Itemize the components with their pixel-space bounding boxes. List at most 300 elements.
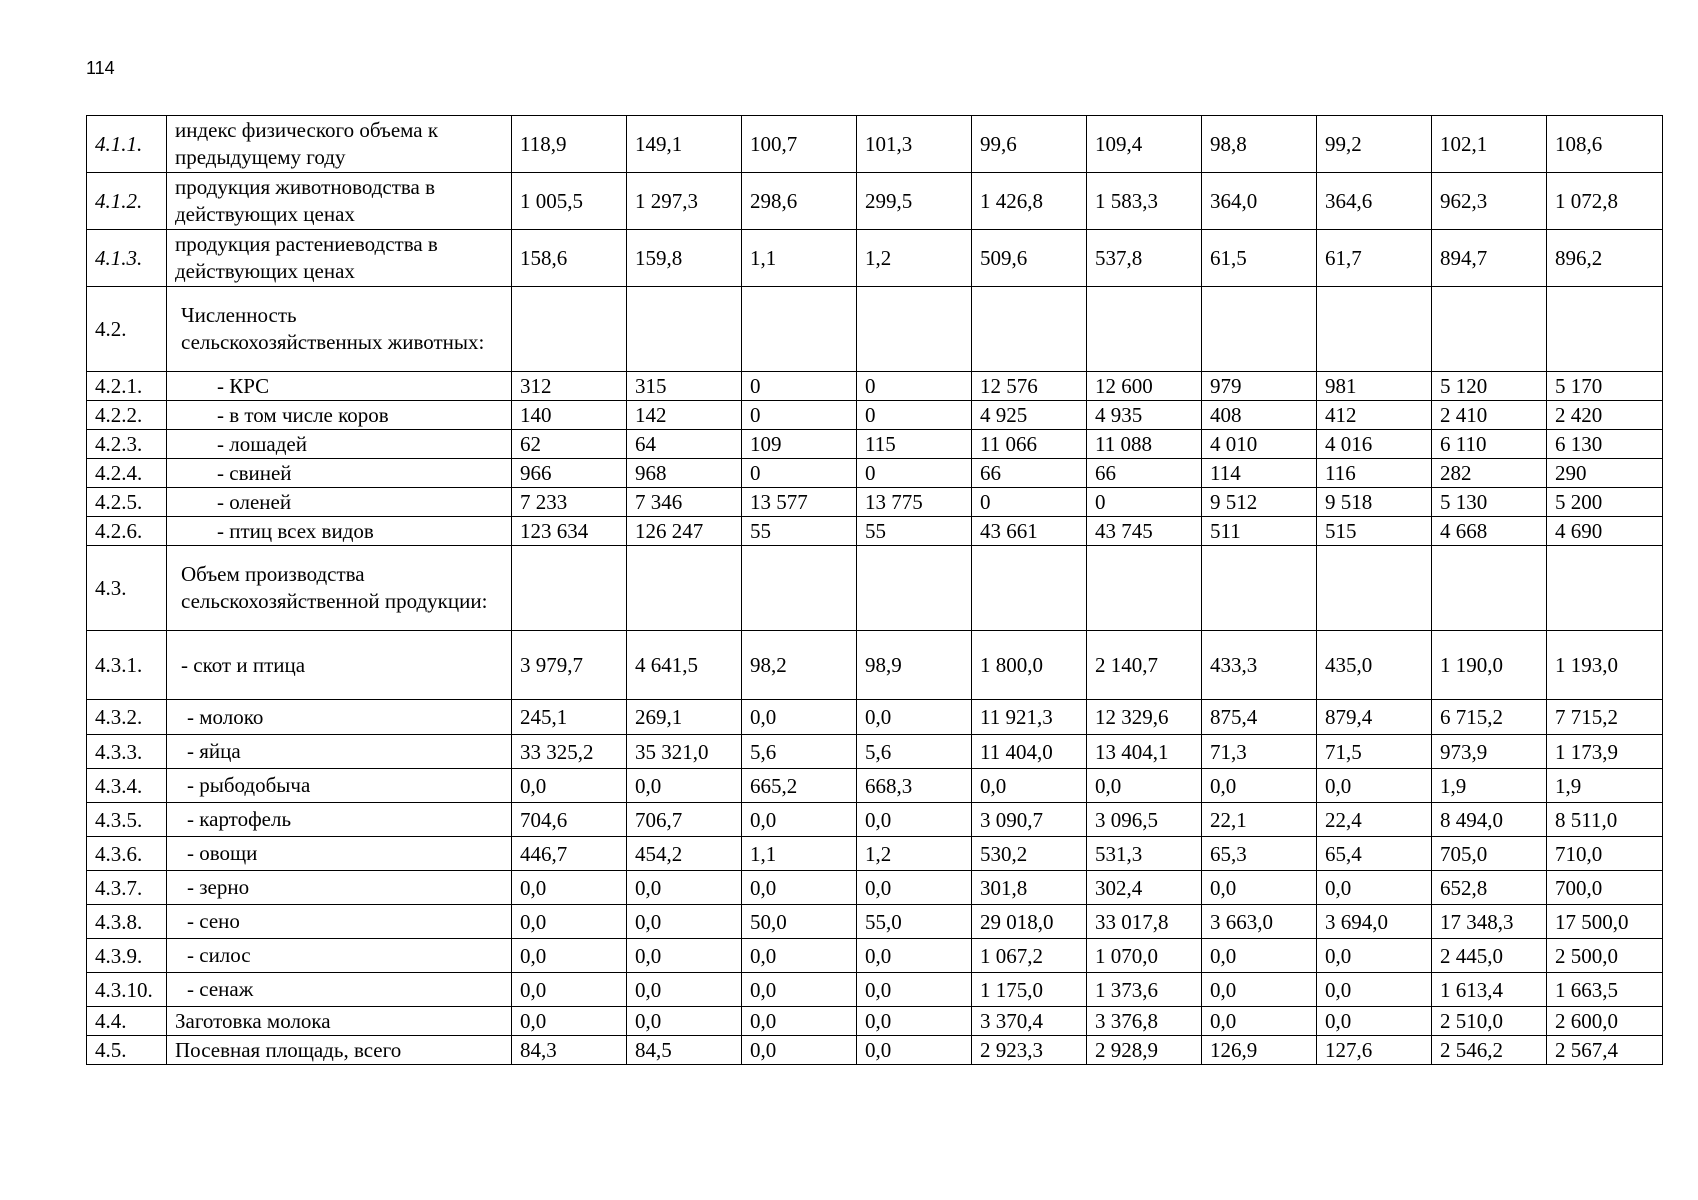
value-cell: 0,0 xyxy=(857,700,972,735)
value-cell: 6 715,2 xyxy=(1432,700,1547,735)
value-cell: 71,3 xyxy=(1202,735,1317,769)
value-cell: 962,3 xyxy=(1432,173,1547,230)
value-cell: 13 577 xyxy=(742,488,857,517)
value-cell: 99,2 xyxy=(1317,116,1432,173)
value-cell: 66 xyxy=(1087,459,1202,488)
value-cell: 62 xyxy=(512,430,627,459)
row-code: 4.3.6. xyxy=(87,837,167,871)
value-cell: 981 xyxy=(1317,372,1432,401)
table-row xyxy=(87,546,1663,631)
value-cell: 55 xyxy=(742,517,857,546)
value-cell: 17 500,0 xyxy=(1547,905,1663,939)
value-cell: 665,2 xyxy=(742,769,857,803)
value-cell: 142 xyxy=(627,401,742,430)
row-label: - зерно xyxy=(167,871,512,905)
value-cell: 1 613,4 xyxy=(1432,973,1547,1007)
table-row xyxy=(87,905,1663,939)
row-label: Объем производства сельскохозяйственной продукции: xyxy=(167,546,512,631)
value-cell: 0,0 xyxy=(627,769,742,803)
row-label: - сенаж xyxy=(167,973,512,1007)
value-cell: 973,9 xyxy=(1432,735,1547,769)
value-cell: 64 xyxy=(627,430,742,459)
value-cell: 115 xyxy=(857,430,972,459)
value-cell: 1,2 xyxy=(857,230,972,287)
value-cell: 1 426,8 xyxy=(972,173,1087,230)
value-cell: 2 600,0 xyxy=(1547,1007,1663,1036)
value-cell xyxy=(1432,287,1547,372)
value-cell: 109,4 xyxy=(1087,116,1202,173)
value-cell: 2 546,2 xyxy=(1432,1036,1547,1065)
value-cell: 4 668 xyxy=(1432,517,1547,546)
value-cell: 0,0 xyxy=(627,1007,742,1036)
value-cell: 0,0 xyxy=(1202,1007,1317,1036)
value-cell: 1,1 xyxy=(742,230,857,287)
table-row xyxy=(87,631,1663,700)
value-cell: 55 xyxy=(857,517,972,546)
value-cell xyxy=(512,287,627,372)
table-row xyxy=(87,700,1663,735)
row-code: 4.2.4. xyxy=(87,459,167,488)
row-label: - скот и птица xyxy=(167,631,512,700)
value-cell: 2 140,7 xyxy=(1087,631,1202,700)
row-code: 4.1.2. xyxy=(87,173,167,230)
row-code: 4.3.7. xyxy=(87,871,167,905)
value-cell: 0,0 xyxy=(512,939,627,973)
value-cell: 4 925 xyxy=(972,401,1087,430)
value-cell: 2 510,0 xyxy=(1432,1007,1547,1036)
value-cell: 0,0 xyxy=(857,1036,972,1065)
value-cell: 5 130 xyxy=(1432,488,1547,517)
table-row xyxy=(87,837,1663,871)
value-cell: 269,1 xyxy=(627,700,742,735)
value-cell: 0,0 xyxy=(512,905,627,939)
value-cell: 408 xyxy=(1202,401,1317,430)
value-cell: 29 018,0 xyxy=(972,905,1087,939)
value-cell: 0,0 xyxy=(1087,769,1202,803)
row-code: 4.2.5. xyxy=(87,488,167,517)
value-cell: 13 775 xyxy=(857,488,972,517)
value-cell: 158,6 xyxy=(512,230,627,287)
value-cell: 511 xyxy=(1202,517,1317,546)
value-cell: 530,2 xyxy=(972,837,1087,871)
value-cell: 1 005,5 xyxy=(512,173,627,230)
table-row xyxy=(87,230,1663,287)
value-cell: 537,8 xyxy=(1087,230,1202,287)
row-label: Заготовка молока xyxy=(167,1007,512,1036)
value-cell: 282 xyxy=(1432,459,1547,488)
value-cell: 0 xyxy=(1087,488,1202,517)
row-code: 4.2.6. xyxy=(87,517,167,546)
value-cell: 8 511,0 xyxy=(1547,803,1663,837)
value-cell: 55,0 xyxy=(857,905,972,939)
value-cell: 364,0 xyxy=(1202,173,1317,230)
value-cell: 705,0 xyxy=(1432,837,1547,871)
value-cell: 1 193,0 xyxy=(1547,631,1663,700)
value-cell: 894,7 xyxy=(1432,230,1547,287)
value-cell: 11 404,0 xyxy=(972,735,1087,769)
value-cell: 13 404,1 xyxy=(1087,735,1202,769)
value-cell: 11 066 xyxy=(972,430,1087,459)
value-cell: 0,0 xyxy=(742,1007,857,1036)
value-cell: 0,0 xyxy=(1202,939,1317,973)
value-cell: 0,0 xyxy=(857,973,972,1007)
row-label: - в том числе коров xyxy=(167,401,512,430)
value-cell: 2 567,4 xyxy=(1547,1036,1663,1065)
value-cell: 4 935 xyxy=(1087,401,1202,430)
table-row xyxy=(87,803,1663,837)
value-cell xyxy=(1547,287,1663,372)
value-cell: 3 694,0 xyxy=(1317,905,1432,939)
row-code: 4.3.9. xyxy=(87,939,167,973)
value-cell: 5 170 xyxy=(1547,372,1663,401)
value-cell: 0,0 xyxy=(742,939,857,973)
value-cell: 84,5 xyxy=(627,1036,742,1065)
value-cell: 0,0 xyxy=(1317,769,1432,803)
value-cell: 0,0 xyxy=(627,973,742,1007)
table-row xyxy=(87,430,1663,459)
value-cell xyxy=(1087,546,1202,631)
table-row xyxy=(87,459,1663,488)
row-label: Численность сельскохозяйственных животных: xyxy=(167,287,512,372)
value-cell: 4 690 xyxy=(1547,517,1663,546)
value-cell: 12 600 xyxy=(1087,372,1202,401)
value-cell: 298,6 xyxy=(742,173,857,230)
value-cell: 4 010 xyxy=(1202,430,1317,459)
value-cell: 17 348,3 xyxy=(1432,905,1547,939)
value-cell: 66 xyxy=(972,459,1087,488)
value-cell: 118,9 xyxy=(512,116,627,173)
value-cell: 879,4 xyxy=(1317,700,1432,735)
value-cell: 61,7 xyxy=(1317,230,1432,287)
row-code: 4.4. xyxy=(87,1007,167,1036)
value-cell: 0,0 xyxy=(742,871,857,905)
row-label: - КРС xyxy=(167,372,512,401)
value-cell: 6 130 xyxy=(1547,430,1663,459)
value-cell: 0,0 xyxy=(1202,769,1317,803)
value-cell: 700,0 xyxy=(1547,871,1663,905)
value-cell: 2 923,3 xyxy=(972,1036,1087,1065)
table-row xyxy=(87,401,1663,430)
value-cell: 5,6 xyxy=(857,735,972,769)
value-cell: 43 661 xyxy=(972,517,1087,546)
value-cell: 0,0 xyxy=(1317,871,1432,905)
value-cell: 435,0 xyxy=(1317,631,1432,700)
value-cell: 0 xyxy=(742,372,857,401)
value-cell xyxy=(512,546,627,631)
value-cell: 1,2 xyxy=(857,837,972,871)
value-cell: 1 373,6 xyxy=(1087,973,1202,1007)
value-cell: 966 xyxy=(512,459,627,488)
row-label: продукция животноводства в действующих ценах xyxy=(167,173,512,230)
value-cell: 99,6 xyxy=(972,116,1087,173)
value-cell: 2 928,9 xyxy=(1087,1036,1202,1065)
value-cell: 3 090,7 xyxy=(972,803,1087,837)
value-cell: 3 096,5 xyxy=(1087,803,1202,837)
value-cell: 43 745 xyxy=(1087,517,1202,546)
value-cell: 968 xyxy=(627,459,742,488)
value-cell: 1 583,3 xyxy=(1087,173,1202,230)
value-cell: 364,6 xyxy=(1317,173,1432,230)
row-label: - картофель xyxy=(167,803,512,837)
value-cell: 875,4 xyxy=(1202,700,1317,735)
table-row xyxy=(87,1036,1663,1065)
value-cell: 0,0 xyxy=(512,973,627,1007)
table-row xyxy=(87,173,1663,230)
row-code: 4.1.3. xyxy=(87,230,167,287)
value-cell xyxy=(627,287,742,372)
value-cell: 446,7 xyxy=(512,837,627,871)
value-cell: 159,8 xyxy=(627,230,742,287)
value-cell: 1 297,3 xyxy=(627,173,742,230)
value-cell: 0,0 xyxy=(1317,1007,1432,1036)
value-cell: 515 xyxy=(1317,517,1432,546)
value-cell: 0,0 xyxy=(1317,939,1432,973)
value-cell: 668,3 xyxy=(857,769,972,803)
value-cell: 3 663,0 xyxy=(1202,905,1317,939)
data-table xyxy=(86,115,1663,1065)
row-label: продукция растениеводства в действующих ценах xyxy=(167,230,512,287)
table-row xyxy=(87,116,1663,173)
row-code: 4.2.3. xyxy=(87,430,167,459)
value-cell: 0,0 xyxy=(512,769,627,803)
value-cell: 140 xyxy=(512,401,627,430)
value-cell xyxy=(1087,287,1202,372)
table-body xyxy=(87,116,1663,1065)
table-row xyxy=(87,488,1663,517)
value-cell: 0,0 xyxy=(857,803,972,837)
row-code: 4.2.1. xyxy=(87,372,167,401)
value-cell xyxy=(1202,287,1317,372)
row-code: 4.3.5. xyxy=(87,803,167,837)
value-cell: 2 445,0 xyxy=(1432,939,1547,973)
value-cell: 12 329,6 xyxy=(1087,700,1202,735)
table-row xyxy=(87,769,1663,803)
value-cell: 126 247 xyxy=(627,517,742,546)
value-cell: 1 663,5 xyxy=(1547,973,1663,1007)
row-label: Посевная площадь, всего xyxy=(167,1036,512,1065)
row-label: - овощи xyxy=(167,837,512,871)
value-cell: 7 233 xyxy=(512,488,627,517)
value-cell: 531,3 xyxy=(1087,837,1202,871)
value-cell: 0 xyxy=(857,401,972,430)
value-cell: 7 346 xyxy=(627,488,742,517)
value-cell: 710,0 xyxy=(1547,837,1663,871)
table-row xyxy=(87,973,1663,1007)
row-label: - сено xyxy=(167,905,512,939)
value-cell: 1 070,0 xyxy=(1087,939,1202,973)
value-cell: 116 xyxy=(1317,459,1432,488)
value-cell: 0 xyxy=(857,372,972,401)
value-cell: 1 190,0 xyxy=(1432,631,1547,700)
value-cell: 412 xyxy=(1317,401,1432,430)
table-row xyxy=(87,517,1663,546)
row-label: - яйца xyxy=(167,735,512,769)
value-cell: 123 634 xyxy=(512,517,627,546)
value-cell: 1 173,9 xyxy=(1547,735,1663,769)
value-cell: 2 500,0 xyxy=(1547,939,1663,973)
value-cell: 1 072,8 xyxy=(1547,173,1663,230)
value-cell xyxy=(857,546,972,631)
value-cell: 149,1 xyxy=(627,116,742,173)
row-label: индекс физического объема к предыдущему году xyxy=(167,116,512,173)
value-cell: 0,0 xyxy=(627,905,742,939)
value-cell: 0,0 xyxy=(1317,973,1432,1007)
value-cell: 0,0 xyxy=(857,871,972,905)
value-cell: 0,0 xyxy=(857,939,972,973)
value-cell: 5 200 xyxy=(1547,488,1663,517)
value-cell: 11 088 xyxy=(1087,430,1202,459)
value-cell: 101,3 xyxy=(857,116,972,173)
value-cell xyxy=(1432,546,1547,631)
value-cell: 1,1 xyxy=(742,837,857,871)
value-cell: 290 xyxy=(1547,459,1663,488)
row-code: 4.1.1. xyxy=(87,116,167,173)
value-cell: 84,3 xyxy=(512,1036,627,1065)
value-cell: 1 800,0 xyxy=(972,631,1087,700)
value-cell xyxy=(742,287,857,372)
row-code: 4.3.4. xyxy=(87,769,167,803)
value-cell xyxy=(1202,546,1317,631)
value-cell: 0 xyxy=(857,459,972,488)
value-cell xyxy=(742,546,857,631)
value-cell: 127,6 xyxy=(1317,1036,1432,1065)
value-cell: 0,0 xyxy=(1202,871,1317,905)
value-cell: 0,0 xyxy=(512,871,627,905)
value-cell: 315 xyxy=(627,372,742,401)
table-row xyxy=(87,372,1663,401)
value-cell: 33 017,8 xyxy=(1087,905,1202,939)
row-code: 4.3. xyxy=(87,546,167,631)
value-cell: 5 120 xyxy=(1432,372,1547,401)
value-cell: 0,0 xyxy=(512,1007,627,1036)
value-cell xyxy=(1317,546,1432,631)
value-cell: 71,5 xyxy=(1317,735,1432,769)
table-row xyxy=(87,735,1663,769)
value-cell: 5,6 xyxy=(742,735,857,769)
row-code: 4.3.8. xyxy=(87,905,167,939)
value-cell: 652,8 xyxy=(1432,871,1547,905)
value-cell: 0 xyxy=(972,488,1087,517)
table-row xyxy=(87,871,1663,905)
table-row xyxy=(87,939,1663,973)
row-label: - рыбодобыча xyxy=(167,769,512,803)
value-cell: 3 370,4 xyxy=(972,1007,1087,1036)
row-code: 4.3.3. xyxy=(87,735,167,769)
value-cell xyxy=(1547,546,1663,631)
value-cell: 11 921,3 xyxy=(972,700,1087,735)
value-cell: 1,9 xyxy=(1432,769,1547,803)
value-cell: 0,0 xyxy=(972,769,1087,803)
row-code: 4.3.2. xyxy=(87,700,167,735)
value-cell: 3 979,7 xyxy=(512,631,627,700)
value-cell: 65,3 xyxy=(1202,837,1317,871)
value-cell xyxy=(1317,287,1432,372)
value-cell: 1 175,0 xyxy=(972,973,1087,1007)
row-label: - птиц всех видов xyxy=(167,517,512,546)
value-cell: 65,4 xyxy=(1317,837,1432,871)
value-cell: 302,4 xyxy=(1087,871,1202,905)
table-row xyxy=(87,1007,1663,1036)
value-cell: 0,0 xyxy=(742,1036,857,1065)
row-code: 4.5. xyxy=(87,1036,167,1065)
row-code: 4.3.10. xyxy=(87,973,167,1007)
value-cell: 0,0 xyxy=(742,700,857,735)
value-cell: 6 110 xyxy=(1432,430,1547,459)
value-cell: 245,1 xyxy=(512,700,627,735)
value-cell: 61,5 xyxy=(1202,230,1317,287)
row-code: 4.2.2. xyxy=(87,401,167,430)
value-cell: 0,0 xyxy=(1202,973,1317,1007)
row-code: 4.3.1. xyxy=(87,631,167,700)
value-cell: 12 576 xyxy=(972,372,1087,401)
row-label: - лошадей xyxy=(167,430,512,459)
value-cell: 1,9 xyxy=(1547,769,1663,803)
value-cell: 706,7 xyxy=(627,803,742,837)
value-cell: 704,6 xyxy=(512,803,627,837)
value-cell: 102,1 xyxy=(1432,116,1547,173)
row-code: 4.2. xyxy=(87,287,167,372)
row-label: - свиней xyxy=(167,459,512,488)
value-cell: 22,4 xyxy=(1317,803,1432,837)
value-cell: 896,2 xyxy=(1547,230,1663,287)
value-cell: 9 518 xyxy=(1317,488,1432,517)
value-cell xyxy=(627,546,742,631)
value-cell: 98,8 xyxy=(1202,116,1317,173)
value-cell: 8 494,0 xyxy=(1432,803,1547,837)
value-cell: 9 512 xyxy=(1202,488,1317,517)
value-cell: 109 xyxy=(742,430,857,459)
value-cell: 2 410 xyxy=(1432,401,1547,430)
value-cell: 433,3 xyxy=(1202,631,1317,700)
value-cell: 98,2 xyxy=(742,631,857,700)
value-cell: 0 xyxy=(742,459,857,488)
value-cell: 4 016 xyxy=(1317,430,1432,459)
row-label: - оленей xyxy=(167,488,512,517)
row-label: - молоко xyxy=(167,700,512,735)
value-cell: 0,0 xyxy=(857,1007,972,1036)
value-cell: 0,0 xyxy=(742,973,857,1007)
value-cell: 108,6 xyxy=(1547,116,1663,173)
value-cell: 4 641,5 xyxy=(627,631,742,700)
value-cell: 312 xyxy=(512,372,627,401)
value-cell: 126,9 xyxy=(1202,1036,1317,1065)
value-cell: 979 xyxy=(1202,372,1317,401)
value-cell: 0,0 xyxy=(742,803,857,837)
value-cell: 33 325,2 xyxy=(512,735,627,769)
table-row xyxy=(87,287,1663,372)
value-cell: 3 376,8 xyxy=(1087,1007,1202,1036)
value-cell: 98,9 xyxy=(857,631,972,700)
value-cell: 454,2 xyxy=(627,837,742,871)
value-cell: 1 067,2 xyxy=(972,939,1087,973)
value-cell: 50,0 xyxy=(742,905,857,939)
value-cell xyxy=(972,287,1087,372)
value-cell: 7 715,2 xyxy=(1547,700,1663,735)
value-cell xyxy=(857,287,972,372)
page-number: 114 xyxy=(86,58,115,78)
value-cell: 301,8 xyxy=(972,871,1087,905)
value-cell: 114 xyxy=(1202,459,1317,488)
value-cell: 100,7 xyxy=(742,116,857,173)
value-cell: 299,5 xyxy=(857,173,972,230)
value-cell: 0,0 xyxy=(627,871,742,905)
value-cell: 0,0 xyxy=(627,939,742,973)
value-cell: 2 420 xyxy=(1547,401,1663,430)
value-cell: 35 321,0 xyxy=(627,735,742,769)
value-cell: 509,6 xyxy=(972,230,1087,287)
value-cell: 0 xyxy=(742,401,857,430)
row-label: - силос xyxy=(167,939,512,973)
